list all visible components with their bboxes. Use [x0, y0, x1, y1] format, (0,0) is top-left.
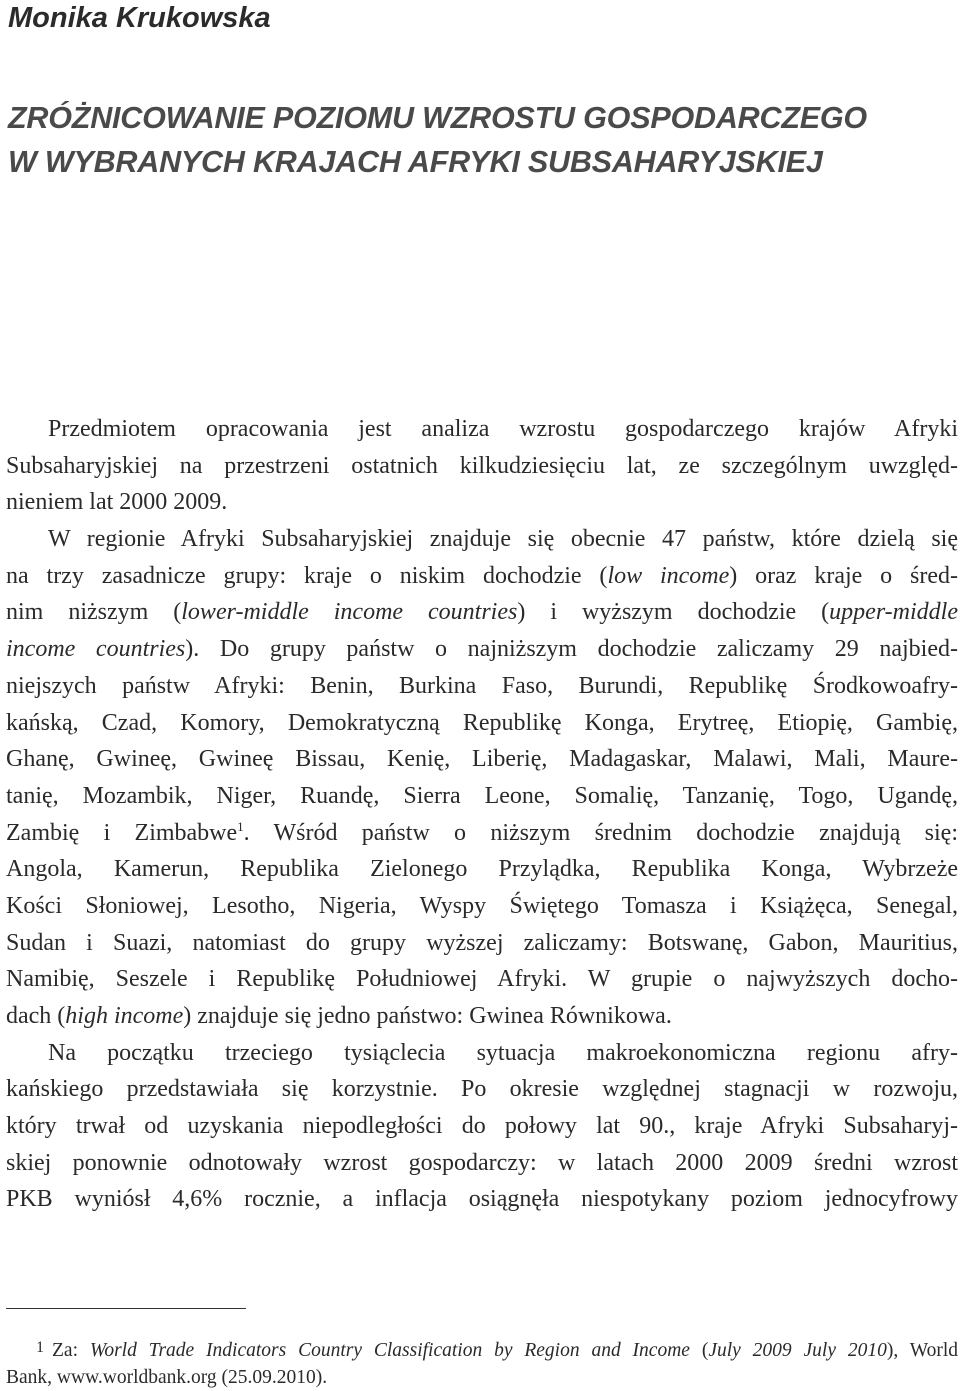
paragraph-line: który trwał od uzyskania niepodległości do połowy lat 90., kraje Afryki Subsaharyj- [6, 1113, 958, 1140]
abstract-line: Przedmiotem opracowania jest analiza wzrostu gospodarczego krajów Afryki [48, 416, 958, 442]
paragraph-line: na trzy zasadnicze grupy: kraje o niskim dochodzie (low income) oraz kraje o śred- [6, 562, 959, 589]
paragraph-line: nim niższym (lower-middle income countries) i wyższym dochodzie (upper-middle [6, 599, 958, 626]
paragraph-line: Ghanę, Gwineę, Gwineę Bissau, Kenię, Liberię, Madagaskar, Malawi, Mali, Maure- [6, 746, 958, 773]
paragraph-line: income countries). Do grupy państw o najniższym dochodzie zaliczamy 29 najbied- [6, 636, 958, 663]
paragraph-line: niejszych państw Afryki: Benin, Burkina Faso, Burundi, Republikę Środkowoafry- [6, 672, 958, 699]
paragraph-line: Angola, Kamerun, Republika Zielonego Przylądka, Republika Konga, Wybrzeże [6, 856, 958, 883]
paragraph-line: Zambię i Zimbabwe$^1$. Wśród państw o niższym średnim dochodzie znajdują się: [6, 818, 958, 846]
footnote-ref[interactable]: 1 [237, 818, 244, 834]
abstract-line: Subsaharyjskiej na przestrzeni ostatnich kilkudziesięciu lat, ze szczególnym uwzględ- [6, 452, 958, 479]
paragraph-line: Sudan i Suazi, natomiast do grupy wyższej zaliczamy: Botswanę, Gabon, Mauritius, [6, 929, 958, 956]
paragraph-line: kańską, Czad, Komory, Demokratyczną Republikę Konga, Erytreę, Etiopię, Gambię, [6, 709, 958, 736]
footnote-source-link[interactable]: Bank, www.worldbank.org (25.09.2010). [6, 1367, 328, 1388]
paragraph-line: skiej ponownie odnotowały wzrost gospodarczy: w latach 2000 2009 średni wzrost [6, 1149, 958, 1176]
paragraph-line: kańskiego przedstawiała się korzystnie. Po okresie względnej stagnacji w rozwoju, [6, 1076, 958, 1103]
paragraph-line: W regionie Afryki Subsaharyjskiej znajduje się obecnie 47 państw, które dzielą się [48, 526, 958, 553]
footnote-line: 1 Za: World Trade Indicators Country Classification by Region and Income (July 2009 July 2010), World [6, 1334, 958, 1364]
article-title [8, 96, 958, 184]
footnote [6, 1334, 958, 1391]
paragraph-line: Kości Słoniowej, Lesotho, Nigeria, Wyspy Świętego Tomasza i Książęca, Senegal, [6, 892, 958, 919]
abstract-line: nieniem lat 2000 2009. [6, 489, 228, 516]
footnote-line [6, 1364, 958, 1391]
author-name: Monika Krukowska [8, 2, 271, 34]
paragraph-line: dach (high income) znajduje się jedno państwo: Gwinea Równikowa. [6, 1003, 672, 1029]
paragraph-line: Namibię, Seszele i Republikę Południowej Afryki. W grupie o najwyższych docho- [6, 966, 958, 993]
paragraph-line: Na początku trzeciego tysiąclecia sytuacja makroekonomiczna regionu afry- [48, 1039, 958, 1066]
title-line-2: W WYBRANYCH KRAJACH AFRYKI SUBSAHARYJSKIEJ [8, 145, 823, 179]
footnote-mark: 1 [36, 1339, 44, 1356]
paragraph-line: PKB wyniósł 4,6% rocznie, a inflacja osiągnęła niespotykany poziom jednocyfrowy [6, 1186, 958, 1213]
title-line-1: ZRÓŻNICOWANIE POZIOMU WZROSTU GOSPODARCZEGO [8, 101, 867, 135]
article-body [6, 411, 958, 1218]
paragraph-line: tanię, Mozambik, Niger, Ruandę, Sierra Leone, Somalię, Tanzanię, Togo, Ugandę, [6, 782, 958, 809]
footnote-divider [6, 1308, 246, 1309]
